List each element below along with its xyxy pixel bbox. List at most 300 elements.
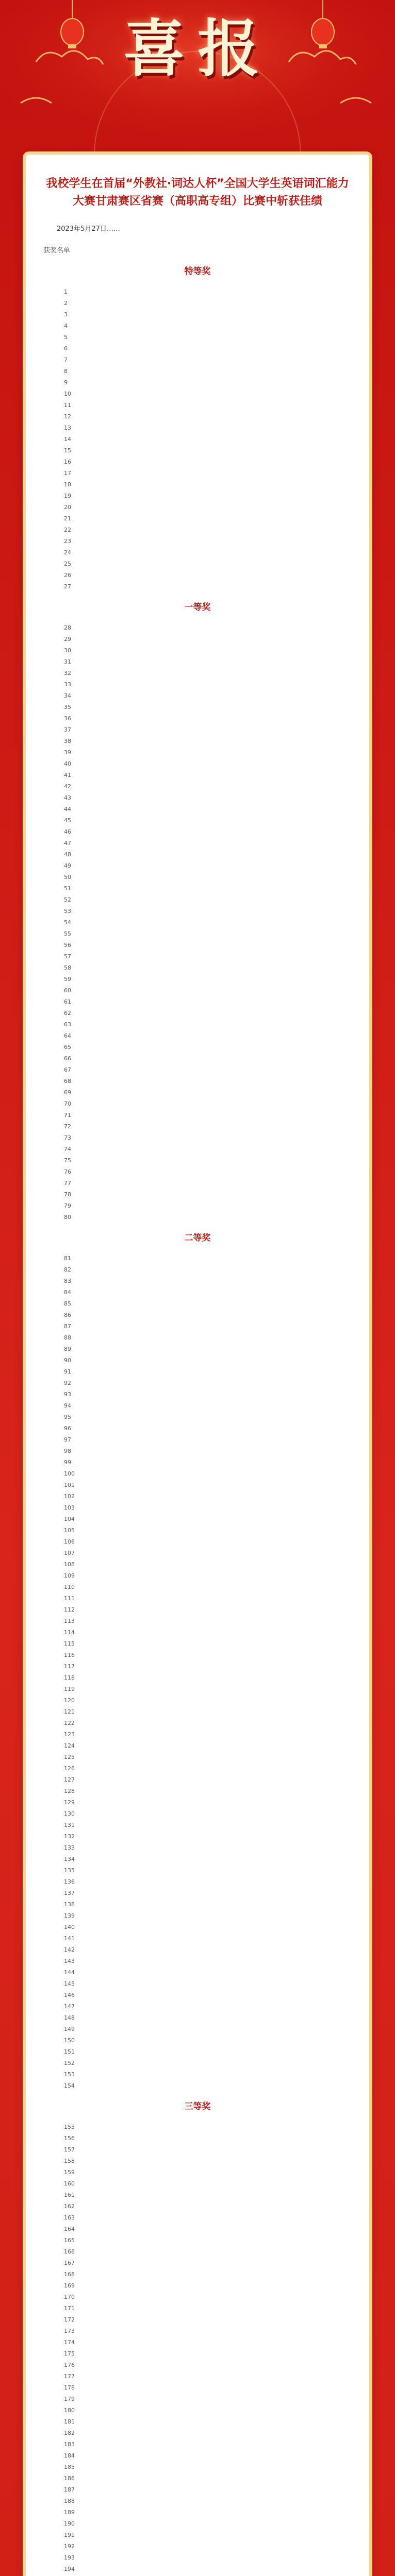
list-item [64, 2012, 352, 2024]
row-number: 10 [64, 391, 71, 397]
list-item [64, 2133, 352, 2144]
row-number: 148 [64, 2014, 75, 2021]
list-item [64, 838, 352, 849]
list-item [64, 758, 352, 770]
list-item [64, 770, 352, 781]
list-item [64, 2462, 352, 2473]
row-number: 129 [64, 1799, 75, 1806]
row-number: 36 [64, 715, 71, 722]
list-item [64, 2326, 352, 2337]
list-item [64, 1978, 352, 1990]
list-item [64, 996, 352, 1008]
row-number: 91 [64, 1368, 71, 1375]
row-number: 101 [64, 1482, 75, 1488]
list-item [64, 1729, 352, 1740]
row-number: 78 [64, 1191, 71, 1198]
list-item [64, 2178, 352, 2190]
list-item [64, 928, 352, 940]
row-number: 51 [64, 885, 71, 892]
row-number: 97 [64, 1436, 71, 1443]
row-number: 30 [64, 647, 71, 654]
row-number: 32 [64, 670, 71, 676]
list-item [64, 547, 352, 558]
row-number: 158 [64, 2158, 75, 2164]
row-number: 58 [64, 964, 71, 971]
list-item [64, 1008, 352, 1019]
list-item [64, 1264, 352, 1276]
row-number: 168 [64, 2271, 75, 2278]
list-item [64, 1718, 352, 1729]
list-item [64, 581, 352, 592]
list-item [64, 2144, 352, 2156]
row-number: 23 [64, 538, 71, 545]
list-item [64, 1548, 352, 1559]
row-number: 164 [64, 2226, 75, 2232]
list-item [64, 1763, 352, 1774]
list-item [64, 524, 352, 536]
row-number: 75 [64, 1157, 71, 1164]
row-number: 156 [64, 2135, 75, 2142]
row-number: 147 [64, 2003, 75, 2010]
list-item [64, 1423, 352, 1434]
section-list [43, 286, 352, 592]
list-item [64, 1332, 352, 1344]
row-number: 3 [64, 311, 68, 318]
row-number: 86 [64, 1312, 71, 1318]
row-number: 140 [64, 1924, 75, 1930]
list-item [64, 1287, 352, 1298]
list-item [64, 2280, 352, 2292]
row-number: 107 [64, 1550, 75, 1556]
list-item [64, 1672, 352, 1684]
row-number: 22 [64, 527, 71, 533]
list-item [64, 702, 352, 713]
row-number: 120 [64, 1697, 75, 1704]
row-number: 108 [64, 1561, 75, 1568]
row-number: 104 [64, 1516, 75, 1522]
row-number: 116 [64, 1652, 75, 1658]
row-number: 88 [64, 1334, 71, 1341]
list-item [64, 1695, 352, 1706]
list-item [64, 513, 352, 524]
list-item [64, 400, 352, 411]
row-number: 9 [64, 379, 68, 386]
list-item [64, 747, 352, 758]
list-item [64, 1967, 352, 1978]
list-item [64, 1121, 352, 1132]
row-number: 63 [64, 1021, 71, 1028]
row-number: 21 [64, 515, 71, 522]
row-number: 178 [64, 2384, 75, 2391]
row-number: 48 [64, 851, 71, 858]
row-number: 27 [64, 583, 71, 590]
row-number: 142 [64, 1946, 75, 1953]
row-number: 99 [64, 1459, 71, 1466]
list-item [64, 2024, 352, 2035]
row-number: 62 [64, 1010, 71, 1016]
row-number: 127 [64, 1776, 75, 1783]
list-item [64, 883, 352, 894]
row-number: 8 [64, 368, 68, 375]
list-item [64, 2496, 352, 2507]
row-number: 119 [64, 1686, 75, 1692]
list-item [64, 2246, 352, 2258]
row-number: 38 [64, 738, 71, 744]
list-item [64, 2564, 352, 2575]
list-item [64, 713, 352, 724]
list-item [64, 2201, 352, 2212]
list-item [64, 724, 352, 736]
row-number: 35 [64, 704, 71, 710]
row-number: 115 [64, 1640, 75, 1647]
list-item [64, 1842, 352, 1854]
list-item [64, 679, 352, 690]
row-number: 14 [64, 436, 71, 443]
row-number: 126 [64, 1765, 75, 1772]
list-item [64, 388, 352, 400]
section-list [43, 622, 352, 1223]
list-item [64, 1774, 352, 1786]
list-item [64, 1019, 352, 1030]
list-item [64, 1468, 352, 1480]
row-number: 4 [64, 323, 68, 329]
row-number: 105 [64, 1527, 75, 1534]
row-number: 180 [64, 2407, 75, 2414]
list-item [64, 490, 352, 502]
row-number: 165 [64, 2237, 75, 2244]
row-number: 2 [64, 300, 68, 307]
row-number: 40 [64, 760, 71, 767]
row-number: 160 [64, 2180, 75, 2187]
list-item [64, 1684, 352, 1695]
row-number: 137 [64, 1890, 75, 1896]
row-number: 81 [64, 1255, 71, 1262]
row-number: 80 [64, 1214, 71, 1221]
list-item [64, 826, 352, 838]
list-item [64, 445, 352, 456]
row-number: 145 [64, 1980, 75, 1987]
list-item [64, 366, 352, 377]
row-number: 50 [64, 874, 71, 880]
list-item [64, 2382, 352, 2394]
list-item [64, 849, 352, 860]
list-item [64, 951, 352, 962]
list-item [64, 2507, 352, 2518]
row-number: 154 [64, 2082, 75, 2089]
section-heading: 特等奖 [184, 266, 211, 277]
row-number: 110 [64, 1584, 75, 1590]
row-number: 72 [64, 1123, 71, 1130]
list-item [64, 2428, 352, 2439]
row-number: 143 [64, 1958, 75, 1964]
row-number: 133 [64, 1844, 75, 1851]
list-item [64, 309, 352, 320]
list-item [64, 1514, 352, 1525]
list-item [64, 2001, 352, 2012]
row-number: 155 [64, 2124, 75, 2130]
list-item [64, 1650, 352, 1661]
row-number: 95 [64, 1414, 71, 1420]
row-number: 44 [64, 806, 71, 812]
list-item [64, 1457, 352, 1468]
list-item [64, 1740, 352, 1752]
list-item [64, 2292, 352, 2303]
row-number: 150 [64, 2037, 75, 2044]
row-number: 191 [64, 2532, 75, 2538]
list-item [64, 1132, 352, 1144]
list-item [64, 1087, 352, 1098]
list-item [64, 1922, 352, 1933]
row-number: 12 [64, 413, 71, 420]
list-item [64, 1166, 352, 1178]
row-number: 186 [64, 2475, 75, 2482]
row-number: 189 [64, 2509, 75, 2516]
list-item [64, 2269, 352, 2280]
row-number: 188 [64, 2498, 75, 2504]
list-item [64, 2122, 352, 2133]
row-number: 141 [64, 1935, 75, 1942]
row-number: 175 [64, 2350, 75, 2357]
row-number: 33 [64, 681, 71, 688]
list-item [64, 1491, 352, 1502]
list-item [64, 536, 352, 547]
row-number: 177 [64, 2373, 75, 2380]
row-number: 89 [64, 1346, 71, 1352]
list-item [64, 1321, 352, 1332]
row-number: 193 [64, 2554, 75, 2561]
list-item [64, 781, 352, 792]
row-number: 103 [64, 1504, 75, 1511]
list-item [64, 1189, 352, 1200]
row-number: 118 [64, 1674, 75, 1681]
list-item [64, 1525, 352, 1536]
list-item [64, 2035, 352, 2046]
list-item [64, 1536, 352, 1548]
list-item [64, 2473, 352, 2484]
list-item [64, 1831, 352, 1842]
row-number: 144 [64, 1969, 75, 1976]
list-item [64, 1412, 352, 1423]
row-number: 53 [64, 908, 71, 914]
list-item [64, 411, 352, 422]
list-item [64, 2348, 352, 2360]
list-item [64, 804, 352, 815]
row-number: 34 [64, 692, 71, 699]
row-number: 167 [64, 2260, 75, 2266]
list-item [64, 2405, 352, 2416]
row-number: 68 [64, 1078, 71, 1084]
list-item [64, 332, 352, 343]
list-item [64, 2314, 352, 2326]
row-number: 112 [64, 1606, 75, 1613]
row-number: 153 [64, 2071, 75, 2078]
row-number: 185 [64, 2464, 75, 2470]
list-item [64, 434, 352, 445]
award-list [43, 257, 352, 2576]
list-item [64, 1820, 352, 1831]
list-item [64, 2190, 352, 2201]
row-number: 61 [64, 998, 71, 1005]
list-item [64, 2552, 352, 2564]
list-item [64, 1899, 352, 1910]
list-label: 获奖名单 [43, 247, 71, 255]
list-item [64, 1098, 352, 1110]
row-number: 174 [64, 2339, 75, 2346]
list-item [64, 343, 352, 354]
row-number: 92 [64, 1380, 71, 1386]
list-item [64, 1446, 352, 1457]
row-number: 13 [64, 425, 71, 431]
row-number: 98 [64, 1448, 71, 1454]
row-number: 90 [64, 1357, 71, 1364]
row-number: 117 [64, 1663, 75, 1670]
row-number: 20 [64, 504, 71, 511]
list-item [64, 1502, 352, 1514]
list-item [64, 656, 352, 668]
row-number: 25 [64, 561, 71, 567]
list-item [64, 2541, 352, 2552]
list-item [64, 1064, 352, 1076]
list-item [64, 668, 352, 679]
list-item [64, 456, 352, 468]
list-item [64, 2518, 352, 2530]
headline: 我校学生在首届“外教社·词达人杯”全国大学生英语词汇能力大赛甘肃赛区省赛（高职高专组）比赛中斩获佳绩 [46, 177, 349, 208]
row-number: 190 [64, 2520, 75, 2527]
list-item [64, 558, 352, 570]
row-number: 79 [64, 1202, 71, 1209]
row-number: 43 [64, 794, 71, 801]
list-item [64, 1212, 352, 1223]
list-item [64, 1888, 352, 1899]
list-item [64, 1933, 352, 1944]
list-item [64, 2450, 352, 2462]
list-item [64, 1200, 352, 1212]
row-number: 132 [64, 1833, 75, 1840]
row-number: 54 [64, 919, 71, 926]
row-number: 172 [64, 2316, 75, 2323]
row-number: 169 [64, 2282, 75, 2289]
list-item [64, 815, 352, 826]
row-number: 128 [64, 1788, 75, 1794]
row-number: 125 [64, 1754, 75, 1760]
section-heading: 一等奖 [184, 602, 211, 613]
row-number: 69 [64, 1089, 71, 1096]
list-item [64, 792, 352, 804]
list-item [64, 645, 352, 656]
row-number: 149 [64, 2026, 75, 2032]
row-number: 85 [64, 1300, 71, 1307]
row-number: 113 [64, 1618, 75, 1624]
row-number: 111 [64, 1595, 75, 1602]
row-number: 76 [64, 1168, 71, 1175]
row-number: 57 [64, 953, 71, 960]
list-item [64, 286, 352, 298]
list-item [64, 1865, 352, 1876]
row-number: 136 [64, 1878, 75, 1885]
row-number: 122 [64, 1720, 75, 1726]
list-item [64, 1344, 352, 1355]
row-number: 24 [64, 549, 71, 556]
list-item [64, 422, 352, 434]
row-number: 70 [64, 1100, 71, 1107]
list-item [64, 1604, 352, 1616]
list-item [64, 1593, 352, 1604]
list-item [64, 1944, 352, 1956]
row-number: 7 [64, 357, 68, 363]
row-number: 106 [64, 1538, 75, 1545]
row-number: 184 [64, 2452, 75, 2459]
row-number: 170 [64, 2294, 75, 2300]
row-number: 179 [64, 2396, 75, 2402]
list-item [64, 1956, 352, 1967]
row-number: 56 [64, 942, 71, 948]
row-number: 163 [64, 2214, 75, 2221]
row-number: 16 [64, 459, 71, 465]
row-number: 135 [64, 1867, 75, 1874]
row-number: 93 [64, 1391, 71, 1398]
list-item [64, 1355, 352, 1366]
row-number: 29 [64, 636, 71, 642]
row-number: 171 [64, 2305, 75, 2312]
row-number: 17 [64, 470, 71, 477]
row-number: 109 [64, 1572, 75, 1579]
list-item [64, 917, 352, 928]
list-item [64, 1559, 352, 1570]
list-item [64, 1638, 352, 1650]
list-item [64, 1400, 352, 1412]
section-heading: 二等奖 [184, 1233, 211, 1243]
row-number: 121 [64, 1708, 75, 1715]
list-item [64, 2224, 352, 2235]
row-number: 47 [64, 840, 71, 846]
row-number: 102 [64, 1493, 75, 1500]
row-number: 84 [64, 1289, 71, 1296]
list-item [64, 1910, 352, 1922]
list-item [64, 1582, 352, 1593]
list-item [64, 634, 352, 645]
row-number: 123 [64, 1731, 75, 1738]
list-item [64, 1076, 352, 1087]
list-item [64, 354, 352, 366]
list-item [64, 2046, 352, 2058]
list-item [64, 736, 352, 747]
list-item [64, 1876, 352, 1888]
row-number: 183 [64, 2441, 75, 2448]
list-item [64, 906, 352, 917]
list-item [64, 2337, 352, 2348]
row-number: 41 [64, 772, 71, 778]
list-item [64, 377, 352, 388]
row-number: 181 [64, 2418, 75, 2425]
row-number: 52 [64, 896, 71, 903]
section-list [43, 2122, 352, 2576]
list-item [64, 2167, 352, 2178]
row-number: 124 [64, 1742, 75, 1749]
row-number: 1 [64, 289, 68, 295]
row-number: 159 [64, 2169, 75, 2176]
list-item [64, 2058, 352, 2069]
row-number: 64 [64, 1032, 71, 1039]
list-item [64, 2371, 352, 2382]
list-item [64, 1434, 352, 1446]
list-item [64, 1389, 352, 1400]
row-number: 194 [64, 2566, 75, 2572]
list-item [64, 1786, 352, 1797]
list-item [64, 2069, 352, 2080]
list-item [64, 2156, 352, 2167]
row-number: 187 [64, 2486, 75, 2493]
row-number: 67 [64, 1066, 71, 1073]
